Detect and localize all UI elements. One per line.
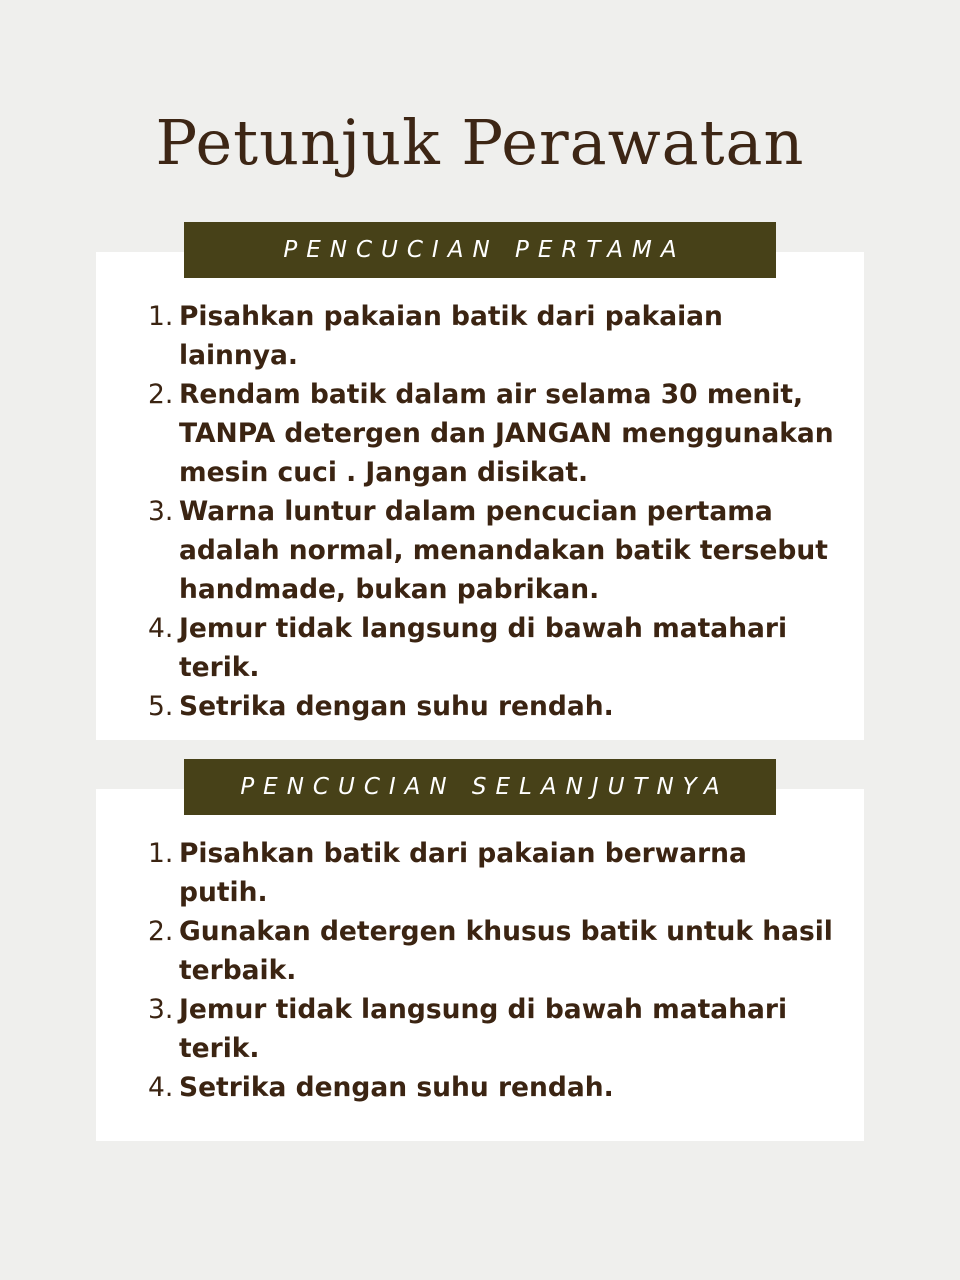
instruction-list-next-wash	[148, 834, 838, 1107]
item-text: Pisahkan batik dari pakaian berwarna putih.	[179, 838, 747, 908]
list-item	[148, 687, 838, 726]
list-item	[148, 912, 838, 990]
section-heading-next-wash: PENCUCIAN SELANJUTNYA	[184, 759, 776, 815]
item-text: Rendam batik dalam air selama 30 menit, TANPA detergen dan JANGAN menggunakan mesin cuci . Jangan disikat.	[179, 379, 834, 488]
item-number: 1.	[148, 301, 174, 332]
item-number: 4.	[148, 1072, 174, 1103]
list-item	[148, 609, 838, 687]
list-item	[148, 297, 838, 375]
item-number: 4.	[148, 613, 174, 644]
list-item	[148, 375, 838, 492]
item-text: Jemur tidak langsung di bawah matahari terik.	[179, 994, 788, 1064]
item-text: Setrika dengan suhu rendah.	[179, 691, 614, 722]
item-text: Setrika dengan suhu rendah.	[179, 1072, 614, 1103]
list-item	[148, 834, 838, 912]
item-number: 3.	[148, 496, 174, 527]
item-number: 2.	[148, 379, 174, 410]
list-item	[148, 1068, 838, 1107]
item-number: 3.	[148, 994, 174, 1025]
item-number: 1.	[148, 838, 174, 869]
item-number: 2.	[148, 916, 174, 947]
page-title: Petunjuk Perawatan	[155, 106, 805, 179]
item-number: 5.	[148, 691, 174, 722]
list-item	[148, 990, 838, 1068]
item-text: Pisahkan pakaian batik dari pakaian lainnya.	[179, 301, 723, 371]
item-text: Gunakan detergen khusus batik untuk hasil terbaik.	[179, 916, 833, 986]
section-heading-first-wash: PENCUCIAN PERTAMA	[184, 222, 776, 278]
item-text: Jemur tidak langsung di bawah matahari terik.	[179, 613, 788, 683]
item-text: Warna luntur dalam pencucian pertama adalah normal, menandakan batik tersebut handmade, bukan pabrikan.	[179, 496, 828, 605]
list-item	[148, 492, 838, 609]
instruction-list-first-wash	[148, 297, 838, 726]
